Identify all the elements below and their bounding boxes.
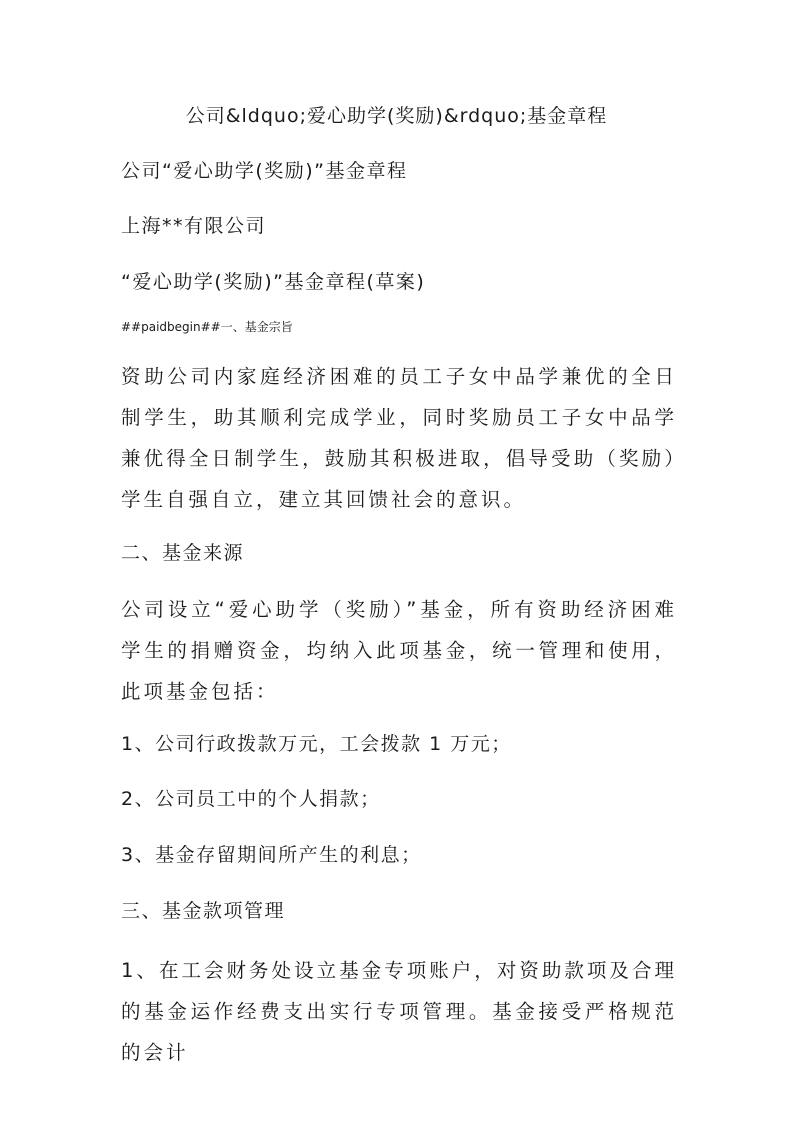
subtitle: 公司“爱心助学(奖励)”基金章程 (121, 160, 408, 182)
management-item-1: 1、在工会财务处设立基金专项账户，对资助款项及合理的基金运作经费支出实行专项管理。基金接受严格规范的会计 (121, 959, 677, 1064)
section-heading-source: 二、基金来源 (121, 542, 245, 564)
source-item-2: 2、公司员工中的个人捐款； (121, 788, 381, 810)
section-heading-purpose: ##paidbegin##一、基金宗旨 (121, 320, 293, 334)
company-name: 上海**有限公司 (121, 215, 267, 237)
document-title: 公司&ldquo;爱心助学(奖励)&rdquo;基金章程 (185, 105, 608, 127)
section-body-purpose: 资助公司内家庭经济困难的员工子女中品学兼优的全日制学生，助其顺利完成学业，同时奖励员工子女中品学兼优得全日制学生，鼓励其积极进取，倡导受助（奖励）学生自强自立，建立其回馈社会的意识。 (121, 365, 677, 511)
draft-title: “爱心助学(奖励)”基金章程(草案) (121, 271, 426, 293)
source-item-1: 1、公司行政拨款万元，工会拨款 1 万元； (121, 733, 512, 755)
source-item-3: 3、基金存留期间所产生的利息； (121, 844, 422, 866)
section-body-source: 公司设立“爱心助学（奖励）”基金，所有资助经济困难学生的捐赠资金，均纳入此项基金，统一管理和使用，此项基金包括： (121, 598, 677, 703)
section-heading-management: 三、基金款项管理 (121, 900, 286, 922)
